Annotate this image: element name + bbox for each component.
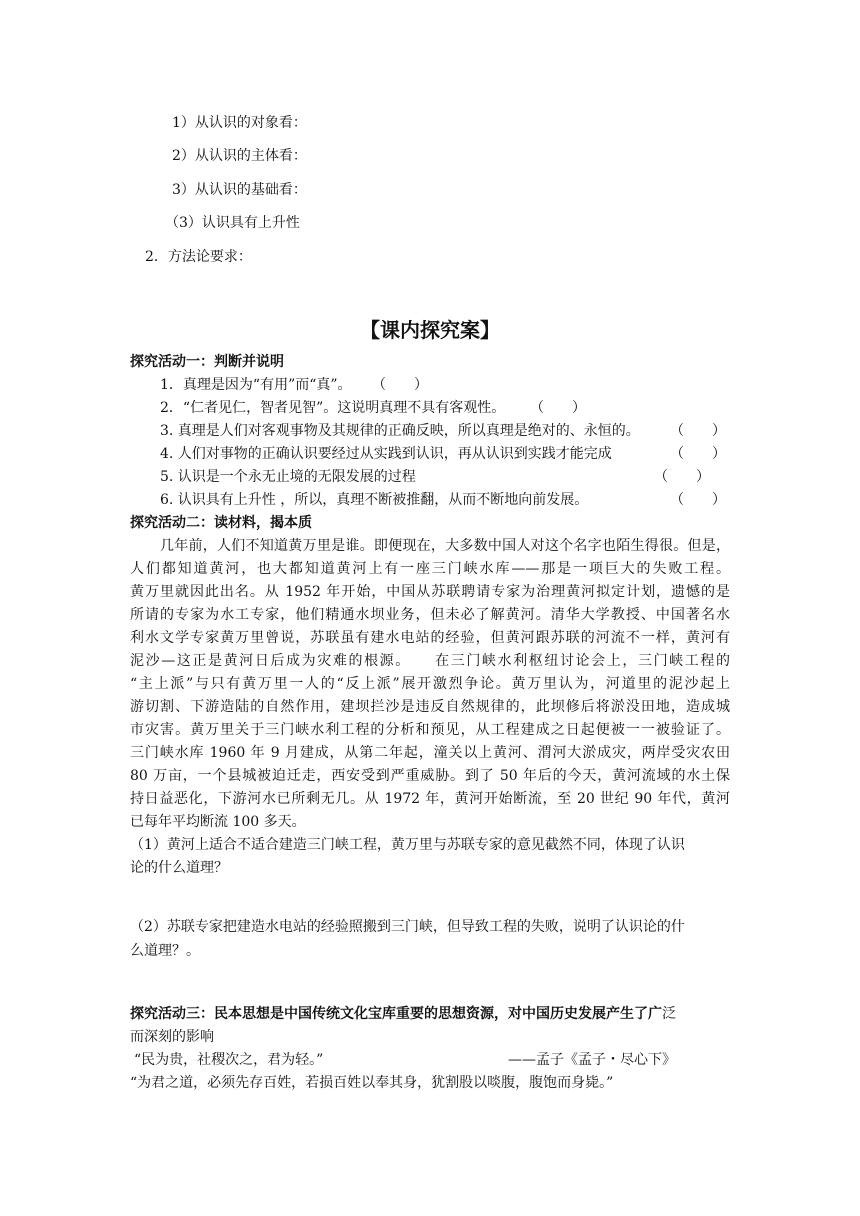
statement-6-text: 6. 认识具有上升性 ，所以，真理不断被推翻，从而不断地向前发展。 (160, 492, 589, 508)
material-line: 持日益恶化，下游河水已所剩无几。从 1972 年，黄河开始断流，至 20 世纪 90 年代，黄河 (130, 791, 730, 807)
question-1-line: 论的什么道理？ (130, 860, 228, 876)
statement-2-answer-blank[interactable]: （ ） (530, 400, 586, 416)
material-line: 泥沙—这正是黄河日后成为灾难的根源。 在三门峡水利枢纽讨论会上，三门峡工程的 (130, 653, 730, 669)
outline-item-object: 1）从认识的对象看： (172, 115, 307, 131)
statement-1-answer-blank[interactable]: （ ） (372, 377, 428, 393)
material-line: 三门峡水库 1960 年 9 月建成，从第二年起，潼关以上黄河、渭河大淤成灾，两岸受灾农田 (130, 745, 730, 761)
material-line: 游切割、下游造陆的自然作用，建坝拦沙是违反自然规律的，此坝修后将淤没田地，造成城 (130, 699, 730, 715)
material-line: 利水文学专家黄万里曾说，苏联虽有建水电站的经验，但黄河跟苏联的河流不一样，黄河有 (130, 630, 730, 646)
activity2-heading: 探究活动二：读材料，揭本质 (130, 515, 312, 531)
outline-item-basis: 3）从认识的基础看： (172, 182, 307, 198)
quote-mencius: “民为贵，社稷次之，君为轻。” (134, 1052, 324, 1068)
activity1-heading: 探究活动一：判断并说明 (130, 354, 284, 370)
statement-1-text: 1．真理是因为“有用”而“真”。 (160, 377, 352, 393)
material-line: 已每年平均断流 100 多天。 (130, 814, 306, 830)
question-1-line: （1）黄河上适合不适合建造三门峡工程，黄万里与苏联专家的意见截然不同，体现了认识 (130, 837, 685, 853)
outline-item-ascending: （3）认识具有上升性 (165, 215, 300, 231)
activity3-heading-tail: 泛 (662, 1006, 676, 1022)
material-line: 几年前，人们不知道黄万里是谁。即便现在，大多数中国人对这个名字也陌生得很。但是， (160, 538, 730, 554)
material-line: 黄万里就因此出名。从 1952 年开始，中国从苏联聘请专家为治理黄河拟定计划，遗憾的是 (130, 584, 730, 600)
page-title: 【课内探究案】 (360, 318, 500, 342)
question-2-line: （2）苏联专家把建造水电站的经验照搬到三门峡，但导致工程的失败，说明了认识论的什 (130, 919, 685, 935)
material-line: 人们都知道黄河，也大都知道黄河上有一座三门峡水库——那是一项巨大的失败工程。 (130, 561, 730, 577)
quote-mencius-source: ——孟子《孟子・尽心下》 (508, 1052, 676, 1068)
statement-3-answer-blank[interactable]: （ ） (670, 423, 726, 439)
activity3-heading (130, 1004, 676, 1024)
statement-6-answer-blank[interactable]: （ ） (670, 492, 726, 508)
statement-2-text: 2．“仁者见仁，智者见智”。这说明真理不具有客观性。 (160, 400, 506, 416)
statement-3-text: 3. 真理是人们对客观事物及其规律的正确反映，所以真理是绝对的、永恒的。 (160, 423, 640, 439)
statement-5-answer-blank[interactable]: （ ） (654, 469, 710, 485)
material-line: 所请的专家为水工专家，他们精通水坝业务，但未必了解黄河。清华大学教授、中国著名水 (130, 607, 730, 623)
statement-4-text: 4. 人们对事物的正确认识要经过从实践到认识，再从认识到实践才能完成 (160, 446, 612, 462)
activity3-heading-bold: 探究活动三：民本思想是中国传统文化宝库重要的思想资源，对中国历史发展产生了广 (130, 1006, 662, 1022)
question-2-line: 么道理？。 (130, 943, 200, 959)
statement-4-answer-blank[interactable]: （ ） (670, 446, 726, 462)
outline-item-methodology: 2．方法论要求： (145, 249, 252, 265)
activity3-heading-line2: 而深刻的影响 (130, 1029, 214, 1045)
material-line: 市灾害。黄万里关于三门峡水利工程的分析和预见，从工程建成之日起便被一一被验证了。 (130, 722, 730, 738)
statement-5-text: 5. 认识是一个永无止境的无限发展的过程 (160, 469, 416, 485)
material-line: 80 万亩，一个县城被迫迁走，西安受到严重威胁。到了 50 年后的今天，黄河流域的水土保 (130, 768, 730, 784)
quote-ruler-way: “为君之道，必须先存百姓，若损百姓以奉其身，犹割股以啖腹，腹饱而身毙。” (130, 1075, 614, 1091)
outline-item-subject: 2）从认识的主体看： (172, 148, 307, 164)
material-line: “主上派”与只有黄万里一人的“反上派”展开激烈争论。黄万里认为，河道里的泥沙起上 (130, 676, 730, 692)
